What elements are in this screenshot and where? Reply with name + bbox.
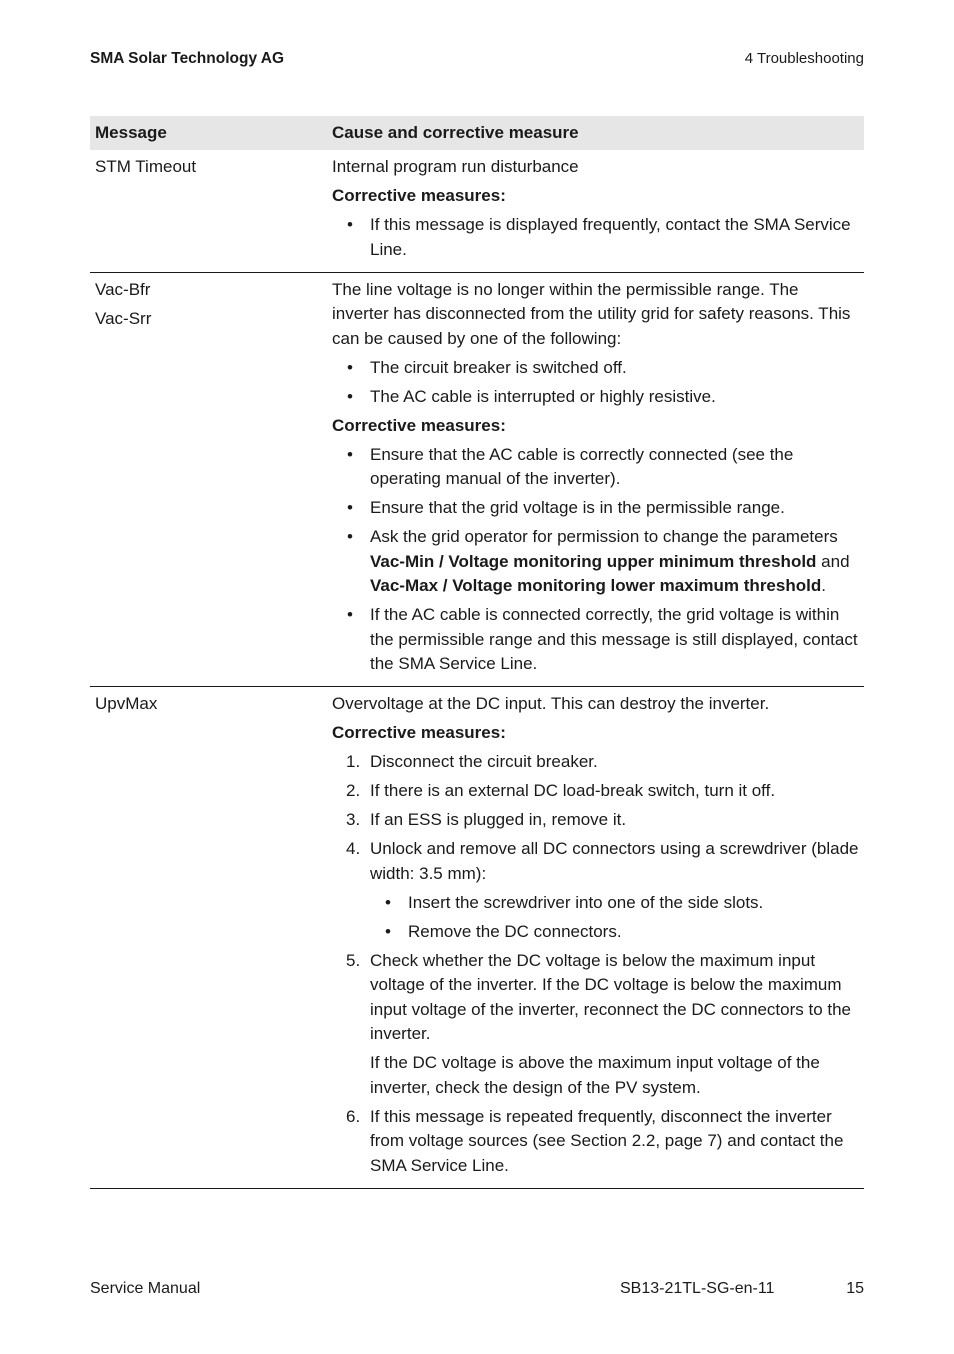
step-list bbox=[332, 750, 859, 1178]
bullet-icon: • bbox=[385, 921, 391, 941]
param-conj: and bbox=[821, 551, 850, 571]
measure-list bbox=[332, 443, 859, 677]
table-row bbox=[90, 687, 864, 1189]
list-item bbox=[332, 1105, 859, 1179]
step-number: 1. bbox=[346, 752, 361, 771]
bullet-icon: • bbox=[347, 444, 353, 464]
message-code: Vac-Bfr bbox=[95, 279, 151, 299]
cause-intro: The line voltage is no longer within the permissible range. The inverter has disconnected from the utility grid for safety reasons. This can be caused by one of the following: bbox=[332, 279, 851, 348]
cause-text: The circuit breaker is switched off. bbox=[370, 357, 627, 377]
table-row bbox=[90, 272, 864, 687]
list-item bbox=[332, 496, 859, 521]
step-continuation: If the DC voltage is above the maximum input voltage of the inverter, check the design of the PV system. bbox=[370, 1053, 820, 1097]
message-cell bbox=[90, 272, 327, 687]
list-item bbox=[332, 779, 859, 804]
manual-title: Service Manual bbox=[90, 1280, 201, 1297]
bullet-icon: • bbox=[347, 527, 353, 546]
document-id: SB13-21TL-SG-en-11 bbox=[620, 1280, 775, 1297]
parameter-name: Vac-Min / Voltage monitoring upper minimum threshold bbox=[370, 551, 817, 571]
measure-text: If the AC cable is connected correctly, the grid voltage is within the permissible range and this message is still displayed, contact the SMA Service Line. bbox=[370, 605, 858, 673]
sub-step-list bbox=[370, 891, 859, 945]
list-item bbox=[332, 808, 859, 833]
corrective-heading: Corrective measures: bbox=[332, 723, 506, 742]
list-item bbox=[332, 525, 859, 599]
list-item bbox=[332, 603, 859, 677]
step-text: Disconnect the circuit breaker. bbox=[370, 752, 598, 771]
param-prefix: Ask the grid operator for permission to change the parameters bbox=[370, 527, 838, 546]
measure-text: If this message is displayed frequently, contact the SMA Service Line. bbox=[370, 215, 851, 259]
list-item bbox=[332, 750, 859, 775]
cause-cell bbox=[327, 687, 864, 1189]
bullet-icon: • bbox=[347, 357, 353, 377]
table-row bbox=[90, 150, 864, 272]
bullet-icon: • bbox=[385, 892, 391, 912]
bullet-icon: • bbox=[347, 605, 353, 624]
param-end: . bbox=[821, 576, 826, 595]
parameter-name: Vac-Max / Voltage monitoring lower maximum threshold bbox=[370, 576, 822, 595]
measure-text: Ensure that the AC cable is correctly connected (see the operating manual of the inverter). bbox=[370, 444, 794, 488]
message-code: UpvMax bbox=[95, 694, 158, 713]
troubleshooting-table bbox=[90, 116, 864, 1189]
page-footer bbox=[90, 1280, 864, 1304]
chapter-title: 4 Troubleshooting bbox=[744, 50, 864, 67]
measure-text: Ensure that the grid voltage is in the permissible range. bbox=[370, 498, 785, 517]
step-text: If an ESS is plugged in, remove it. bbox=[370, 810, 627, 829]
step-number: 5. bbox=[346, 950, 361, 970]
list-item bbox=[332, 356, 859, 381]
message-cell bbox=[90, 150, 327, 272]
step-number: 4. bbox=[346, 839, 361, 858]
message-code: STM Timeout bbox=[95, 157, 197, 176]
cause-cell bbox=[327, 272, 864, 687]
step-number: 3. bbox=[346, 810, 361, 829]
list-item bbox=[332, 213, 859, 262]
message-code: Vac-Srr bbox=[95, 308, 152, 328]
list-item bbox=[332, 837, 859, 944]
page-header bbox=[90, 50, 864, 68]
cause-intro: Overvoltage at the DC input. This can destroy the inverter. bbox=[332, 694, 770, 713]
list-item bbox=[370, 920, 859, 945]
cause-cell bbox=[327, 150, 864, 272]
step-text: Check whether the DC voltage is below the maximum input voltage of the inverter. If the DC voltage is below the maximum input voltage of the inverter, reconnect the DC connectors to the inverter. bbox=[370, 950, 852, 1043]
cause-intro: Internal program run disturbance bbox=[332, 157, 579, 176]
page-number: 15 bbox=[846, 1280, 864, 1297]
list-item bbox=[332, 385, 859, 410]
bullet-icon: • bbox=[347, 498, 353, 517]
step-text: Unlock and remove all DC connectors using a screwdriver (blade width: 3.5 mm): bbox=[370, 839, 859, 883]
bullet-icon: • bbox=[347, 386, 353, 406]
list-item bbox=[370, 891, 859, 916]
cause-text: The AC cable is interrupted or highly resistive. bbox=[370, 386, 716, 406]
sub-step-text: Insert the screwdriver into one of the side slots. bbox=[408, 892, 764, 912]
list-item bbox=[332, 949, 859, 1101]
step-number: 6. bbox=[346, 1106, 361, 1126]
list-item bbox=[332, 443, 859, 492]
column-header-message: Message bbox=[90, 116, 327, 150]
corrective-heading: Corrective measures: bbox=[332, 186, 506, 205]
cause-list bbox=[332, 356, 859, 410]
table-header-row bbox=[90, 116, 864, 150]
measure-text bbox=[370, 527, 850, 595]
step-text: If this message is repeated frequently, disconnect the inverter from voltage sources (see Section 2.2, page 7) and contact the SMA Service Line. bbox=[370, 1106, 844, 1175]
message-cell bbox=[90, 687, 327, 1189]
column-header-cause: Cause and corrective measure bbox=[327, 116, 864, 150]
corrective-heading: Corrective measures: bbox=[332, 415, 506, 435]
measure-list bbox=[332, 213, 859, 262]
step-number: 2. bbox=[346, 781, 361, 800]
company-name: SMA Solar Technology AG bbox=[90, 50, 285, 67]
step-text: If there is an external DC load-break switch, turn it off. bbox=[370, 781, 776, 800]
sub-step-text: Remove the DC connectors. bbox=[408, 921, 622, 941]
bullet-icon: • bbox=[347, 215, 353, 234]
